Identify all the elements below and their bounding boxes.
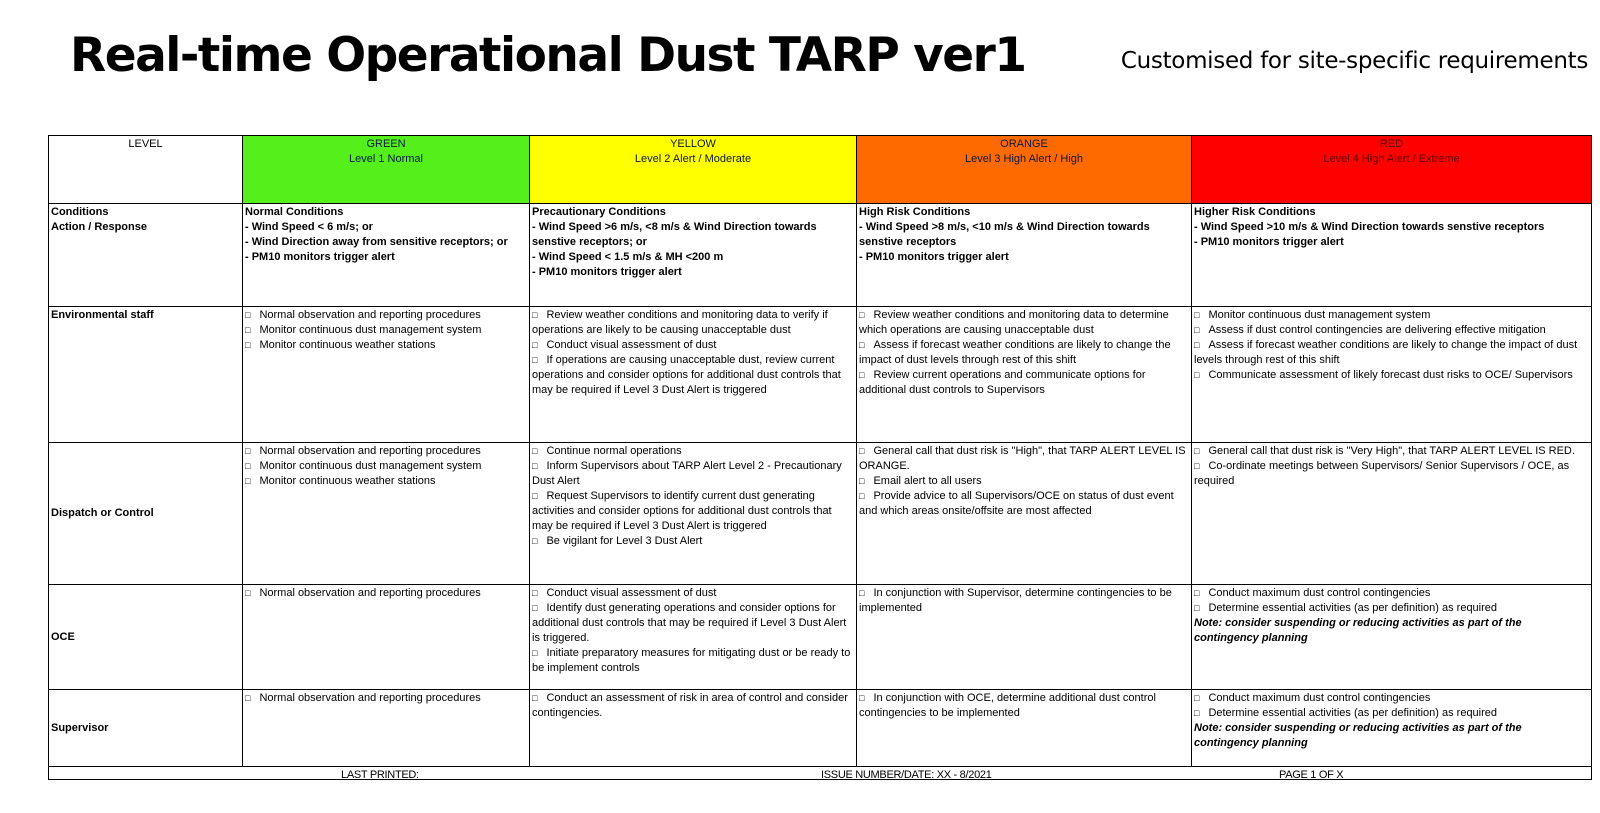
action-item: □ Normal observation and reporting procedures bbox=[245, 308, 527, 323]
actions-orange bbox=[857, 690, 1192, 767]
action-item: □ Conduct an assessment of risk in area of control and consider contingencies. bbox=[532, 691, 854, 721]
conditions-row-label bbox=[49, 204, 243, 307]
action-item: □ Monitor continuous dust management system bbox=[245, 459, 527, 474]
action-item: □ Monitor continuous weather stations bbox=[245, 474, 527, 489]
condition-line: - PM10 monitors trigger alert bbox=[1194, 236, 1344, 248]
condition-line: - PM10 monitors trigger alert bbox=[245, 251, 395, 263]
condition-line: - Wind Speed < 6 m/s; or bbox=[245, 221, 373, 233]
action-item: □ Determine essential activities (as per definition) as required bbox=[1194, 601, 1589, 616]
level-subtitle: Level 1 Normal bbox=[349, 153, 423, 165]
actions-green bbox=[243, 690, 530, 767]
action-item: □ Be vigilant for Level 3 Dust Alert bbox=[532, 534, 854, 549]
action-item: □ Conduct visual assessment of dust bbox=[532, 338, 854, 353]
actions-red bbox=[1192, 443, 1592, 585]
contingency-note: Note: consider suspending or reducing activities as part of the contingency planning bbox=[1194, 617, 1522, 644]
action-row-supervisor bbox=[49, 690, 1592, 767]
level-name: YELLOW bbox=[670, 138, 716, 150]
condition-line: - PM10 monitors trigger alert bbox=[859, 251, 1009, 263]
action-item: □ Identify dust generating operations and consider options for additional dust controls that may be required if Level 3 Dust Alert is triggered. bbox=[532, 601, 854, 646]
row-label: Supervisor bbox=[49, 690, 243, 767]
condition-line: - Wind Speed >10 m/s & Wind Direction towards senstive receptors bbox=[1194, 221, 1545, 233]
action-item: □ Review weather conditions and monitoring data to determine which operations are causing unacceptable dust bbox=[859, 308, 1189, 338]
action-item: □ Request Supervisors to identify current dust generating activities and consider options for additional dust controls that may be required if Level 3 Dust Alert is triggered bbox=[532, 489, 854, 534]
action-item: □ Continue normal operations bbox=[532, 444, 854, 459]
action-item: □ Co-ordinate meetings between Supervisors/ Senior Supervisors / OCE, as required bbox=[1194, 459, 1589, 489]
level-orange-header bbox=[857, 136, 1192, 204]
level-name: ORANGE bbox=[1000, 138, 1048, 150]
action-item: □ If operations are causing unacceptable dust, review current operations and consider options for additional dust controls that may be required if Level 3 Dust Alert is triggered bbox=[532, 353, 854, 398]
action-item: □ Normal observation and reporting procedures bbox=[245, 586, 527, 601]
condition-title: High Risk Conditions bbox=[859, 206, 971, 218]
condition-line: - PM10 monitors trigger alert bbox=[532, 266, 682, 278]
action-item: □ Review weather conditions and monitoring data to verify if operations are likely to be causing unacceptable dust bbox=[532, 308, 854, 338]
actions-red bbox=[1192, 690, 1592, 767]
page-number: PAGE 1 OF X bbox=[1279, 769, 1344, 780]
action-item: □ Initiate preparatory measures for mitigating dust or be ready to be implement controls bbox=[532, 646, 854, 676]
level-red-header bbox=[1192, 136, 1592, 204]
action-row-environmental-staff bbox=[49, 307, 1592, 443]
condition-line: - Wind Direction away from sensitive receptors; or bbox=[245, 236, 508, 248]
row-label: Dispatch or Control bbox=[49, 443, 243, 585]
level-header-row bbox=[49, 136, 1592, 204]
level-name: GREEN bbox=[366, 138, 406, 150]
action-row-oce bbox=[49, 585, 1592, 690]
action-item: □ Assess if forecast weather conditions are likely to change the impact of dust levels through rest of this shift bbox=[859, 338, 1189, 368]
action-row-dispatch-or-control bbox=[49, 443, 1592, 585]
action-item: □ Normal observation and reporting procedures bbox=[245, 691, 527, 706]
action-item: □ Monitor continuous weather stations bbox=[245, 338, 527, 353]
row-label: Environmental staff bbox=[49, 307, 243, 443]
action-item: □ Assess if forecast weather conditions are likely to change the impact of dust levels through rest of this shift bbox=[1194, 338, 1589, 368]
actions-orange bbox=[857, 443, 1192, 585]
contingency-note: Note: consider suspending or reducing activities as part of the contingency planning bbox=[1194, 722, 1522, 749]
action-response-label: Action / Response bbox=[51, 221, 147, 233]
action-item: □ General call that dust risk is "High", that TARP ALERT LEVEL IS ORANGE. bbox=[859, 444, 1189, 474]
action-item: □ Conduct maximum dust control contingencies bbox=[1194, 586, 1589, 601]
conditions-yellow bbox=[530, 204, 857, 307]
action-item: □ Email alert to all users bbox=[859, 474, 1189, 489]
footer-row bbox=[49, 767, 1592, 780]
actions-green bbox=[243, 585, 530, 690]
condition-line: - Wind Speed < 1.5 m/s & MH <200 m bbox=[532, 251, 724, 263]
condition-line: - Wind Speed >6 m/s, <8 m/s & Wind Direction towards senstive receptors; or bbox=[532, 221, 817, 248]
conditions-row bbox=[49, 204, 1592, 307]
action-item: □ Inform Supervisors about TARP Alert Level 2 - Precautionary Dust Alert bbox=[532, 459, 854, 489]
action-item: □ Normal observation and reporting procedures bbox=[245, 444, 527, 459]
action-item: □ Monitor continuous dust management system bbox=[1194, 308, 1589, 323]
actions-red bbox=[1192, 307, 1592, 443]
conditions-label: Conditions bbox=[51, 206, 109, 218]
actions-yellow bbox=[530, 585, 857, 690]
condition-line: - Wind Speed >8 m/s, <10 m/s & Wind Direction towards senstive receptors bbox=[859, 221, 1150, 248]
action-item: □ Monitor continuous dust management system bbox=[245, 323, 527, 338]
actions-orange bbox=[857, 585, 1192, 690]
actions-yellow bbox=[530, 690, 857, 767]
action-item: □ Communicate assessment of likely forecast dust risks to OCE/ Supervisors bbox=[1194, 368, 1589, 383]
level-header: LEVEL bbox=[49, 136, 243, 204]
actions-yellow bbox=[530, 443, 857, 585]
actions-orange bbox=[857, 307, 1192, 443]
row-label: OCE bbox=[49, 585, 243, 690]
condition-title: Precautionary Conditions bbox=[532, 206, 666, 218]
action-item: □ In conjunction with OCE, determine additional dust control contingencies to be implemented bbox=[859, 691, 1189, 721]
action-item: □ Conduct maximum dust control contingencies bbox=[1194, 691, 1589, 706]
action-item: □ Provide advice to all Supervisors/OCE on status of dust event and which areas onsite/offsite are most affected bbox=[859, 489, 1189, 519]
level-subtitle: Level 2 Alert / Moderate bbox=[634, 153, 752, 165]
action-item: □ Conduct visual assessment of dust bbox=[532, 586, 854, 601]
issue-number-date: ISSUE NUMBER/DATE: XX - 8/2021 bbox=[821, 769, 992, 780]
action-item: □ Determine essential activities (as per definition) as required bbox=[1194, 706, 1589, 721]
conditions-orange bbox=[857, 204, 1192, 307]
document-footer bbox=[49, 767, 1592, 780]
condition-title: Normal Conditions bbox=[245, 206, 344, 218]
actions-green bbox=[243, 307, 530, 443]
level-subtitle: Level 3 High Alert / High bbox=[964, 153, 1083, 165]
page-title: Real-time Operational Dust TARP ver1 bbox=[70, 28, 1026, 83]
actions-yellow bbox=[530, 307, 857, 443]
level-subtitle: Level 4 High Alert / Extreme bbox=[1323, 153, 1460, 165]
action-item: □ General call that dust risk is "Very High", that TARP ALERT LEVEL IS RED. bbox=[1194, 444, 1589, 459]
page-subtitle: Customised for site-specific requirements bbox=[1120, 48, 1588, 74]
actions-red bbox=[1192, 585, 1592, 690]
tarp-table bbox=[48, 135, 1592, 780]
level-green-header bbox=[243, 136, 530, 204]
level-name: RED bbox=[1379, 138, 1404, 150]
action-item: □ In conjunction with Supervisor, determine contingencies to be implemented bbox=[859, 586, 1189, 616]
condition-title: Higher Risk Conditions bbox=[1194, 206, 1316, 218]
conditions-green bbox=[243, 204, 530, 307]
action-item: □ Review current operations and communicate options for additional dust controls to Supervisors bbox=[859, 368, 1189, 398]
last-printed-label: LAST PRINTED: bbox=[341, 769, 419, 780]
actions-green bbox=[243, 443, 530, 585]
level-yellow-header bbox=[530, 136, 857, 204]
action-item: □ Assess if dust control contingencies are delivering effective mitigation bbox=[1194, 323, 1589, 338]
conditions-red bbox=[1192, 204, 1592, 307]
